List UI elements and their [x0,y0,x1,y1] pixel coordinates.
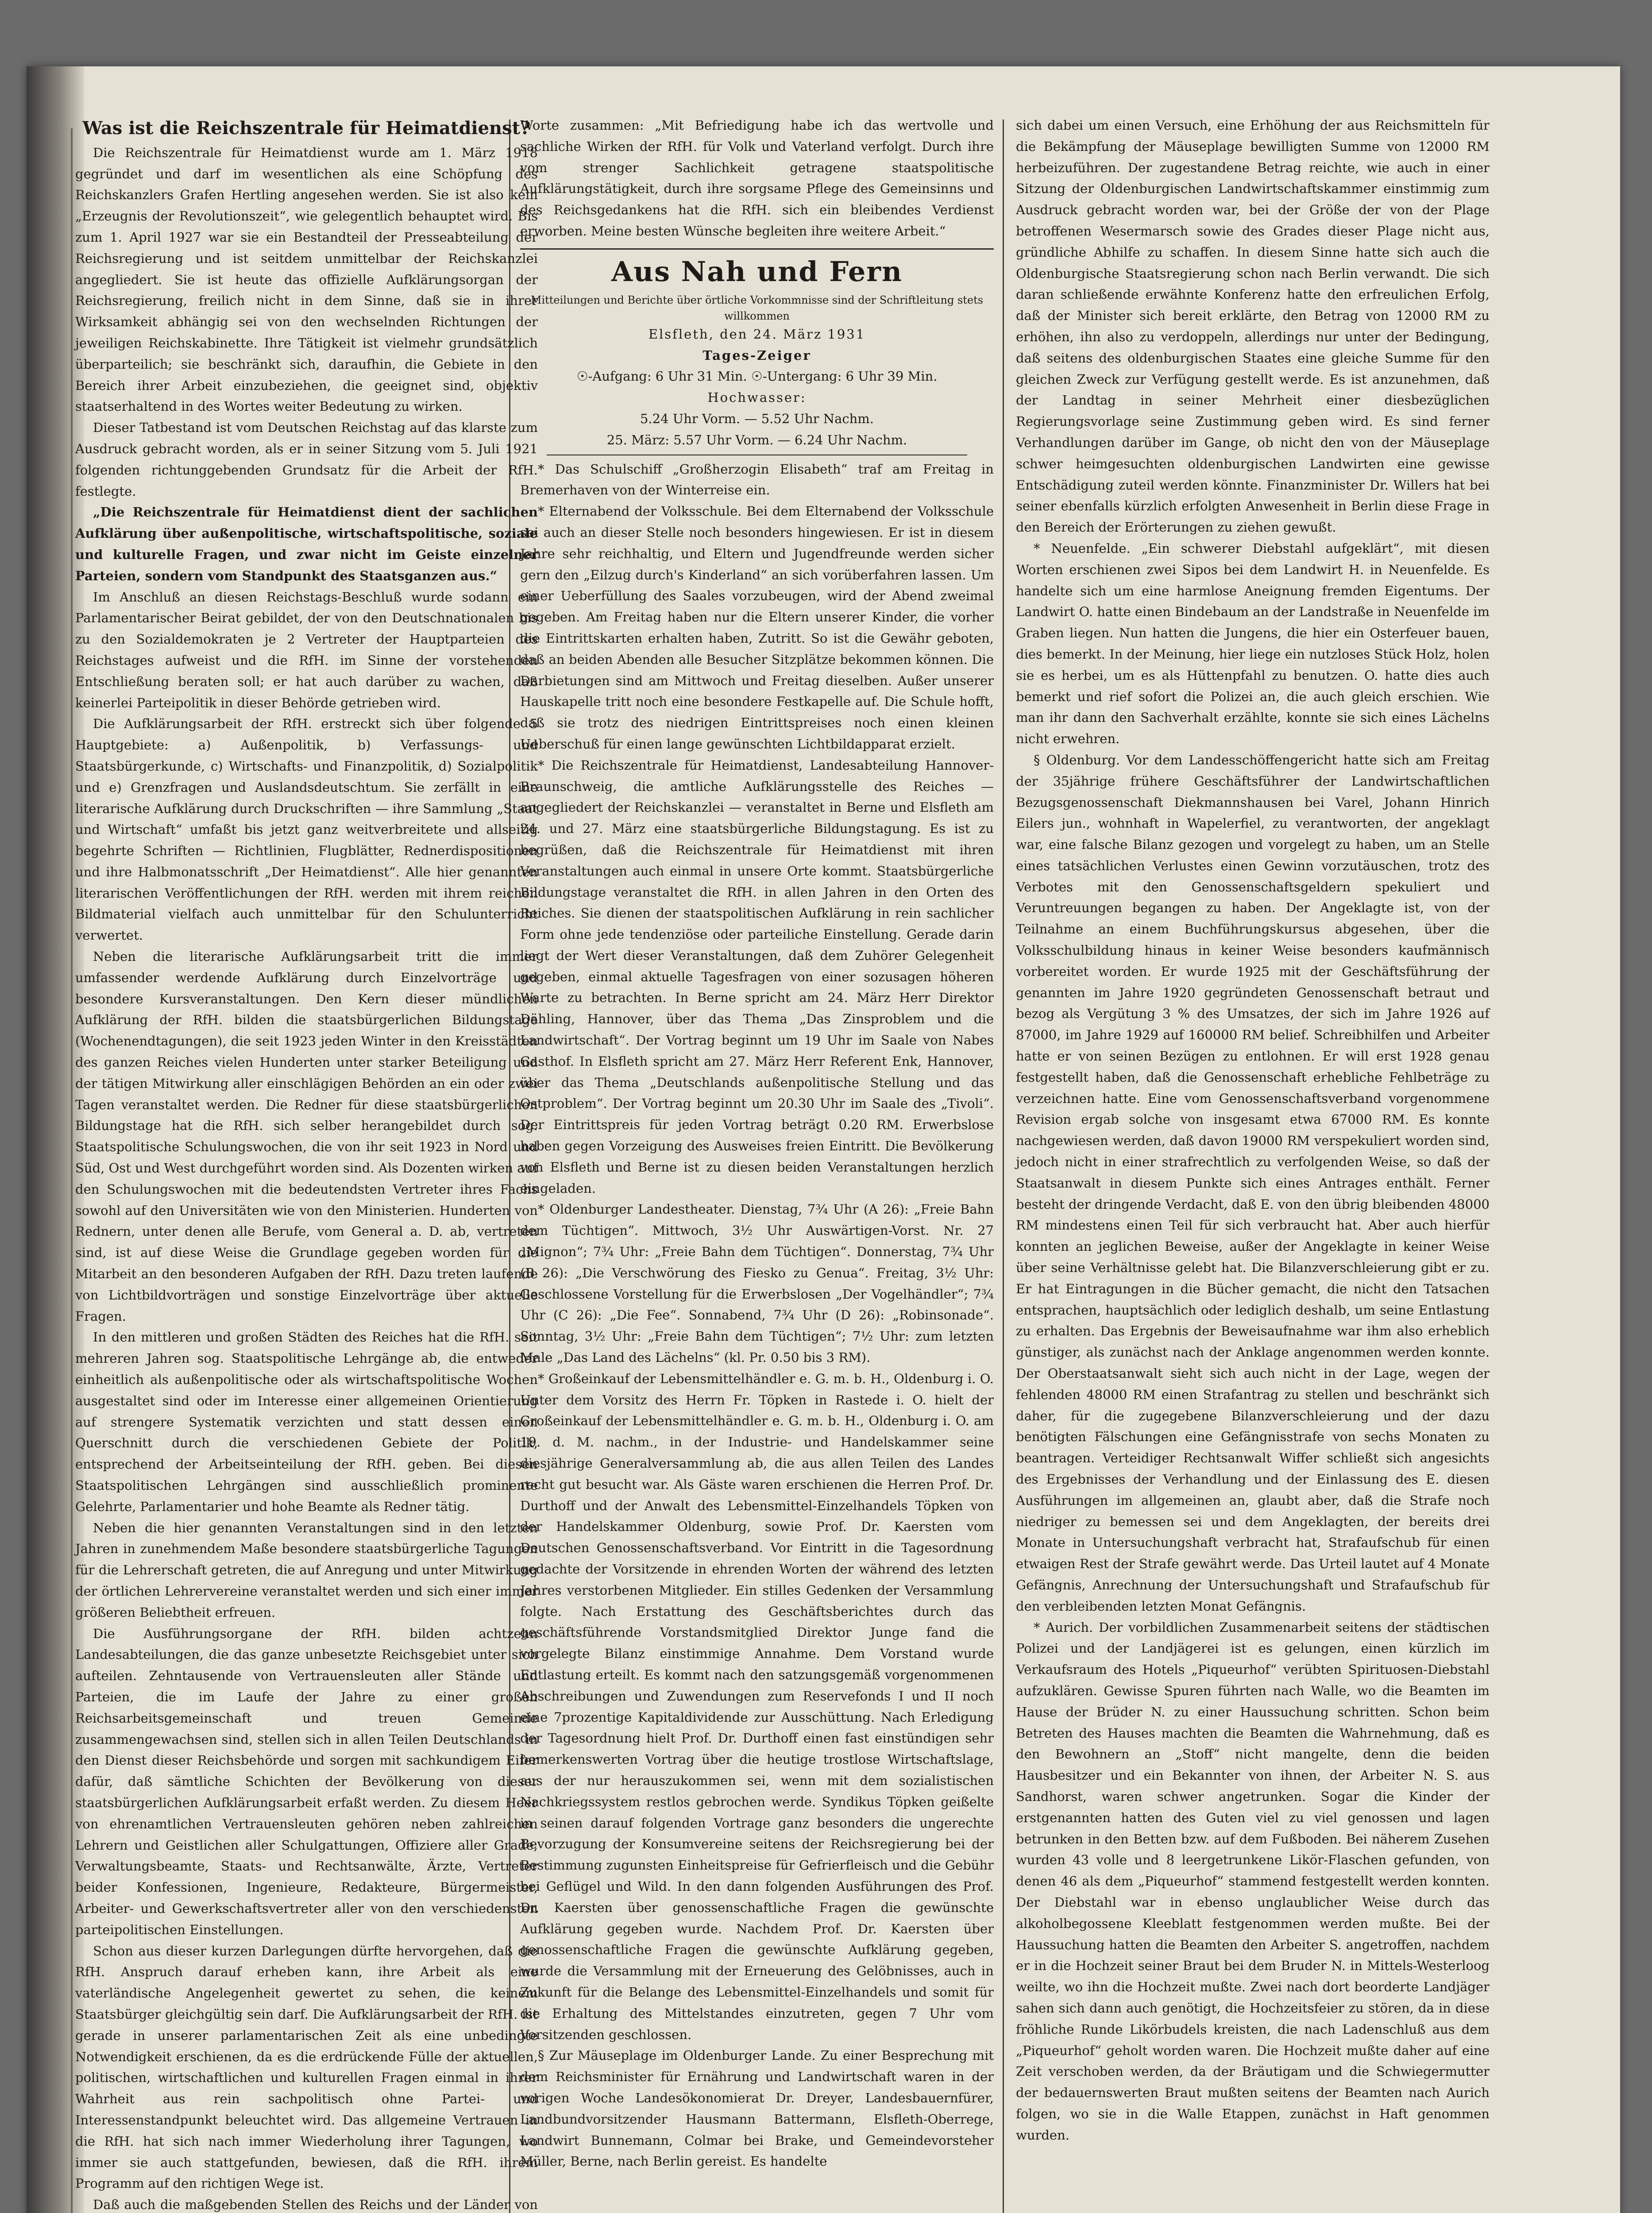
paragraph: § Oldenburg. Vor dem Landesschöffengericht hatte sich am Freitag der 35jährige frühere Geschäftsführer der Landwirtschaftlichen Bezugsgenossenschaft Diekmannshausen bei Varel, Johann Hinrich Eilers jun., wohnhaft in Wapelerfiel, zu verantworten, der angeklagt war, eine falsche Bilanz gezogen und vorgelegt zu haben, um an Stelle eines tatsächlichen Verlustes einen Gewinn vorzutäuschen, trotz des Verbotes mit den Genossenschaftsgeldern spekuliert und Veruntreuungen begangen zu haben. Der Angeklagte ist, von der Teilnahme an einem Buchführungskursus abgesehen, über die Volksschulbildung hinaus in keiner Weise besonders kaufmännisch vorbereitet worden. Er wurde 1925 mit der Geschäftsführung der genannten im Jahre 1920 gegründeten Genossenschaft betraut und bezog als Vergütung 3 % des Umsatzes, der sich im Jahre 1926 auf 87000, im Jahre 1929 auf 160000 RM belief. Schreibhilfen und Arbeiter hatte er von seinen Bezügen zu entlohnen. Er will erst 1928 genau festgestellt haben, daß die Genossenschaft erhebliche Fehlbeträge zu verzeichnen hatte. Eine vom Genossenschaftsverband vorgenommene Revision ergab solche von insgesamt etwa 67000 RM. Es konnte nachgewiesen werden, daß davon 19000 RM verspekuliert worden sind, jedoch nicht in einer strafrechtlich zu verfolgenden Weise, so daß der Staatsanwalt in diesem Punkte sich eines Antrages enthält. Ferner besteht der dringende Verdacht, daß E. von den übrig bleibenden 48000 RM mindestens einen Teil für sich verbraucht hat. Aber auch hierfür konnten an jeglichen Beweise, außer der Angeklagte in keiner Weise über seine Verhältnisse gelebt hat. Die Bilanzverschleierung gibt er zu. Er hat Eintragungen in die Bücher gemacht, die nicht den Tatsachen entsprachen, hauptsächlich oder lediglich deshalb, um seine Entlastung zu erhalten. Das Ergebnis der Beweisaufnahme war ihm also erheblich günstiger, als zunächst nach der Anklage angenommen werden konnte. Der Oberstaatsanwalt sieht sich auch nicht in der Lage, wegen der fehlenden 48000 RM einen Strafantrag zu stellen und beschränkt sich daher, für die zugegebene Bilanzverschleierung und der dazu benötigten Fälschungen eine Gefängnisstrafe von sechs Monaten zu beantragen. Verteidiger Rechtsanwalt Wiffer schließt sich angesichts des Ergebnisses der Verhandlung und der Einlassung des E. diesen Ausführungen im allgemeinen an, glaubt aber, daß die Strafe noch niedriger zu bemessen sei und dem Angeklagten, der bereits drei Monate in Untersuchungshaft verbracht hat, Strafaufschub für einen etwaigen Rest der Strafe gewährt werde. Das Urteil lautet auf 4 Monate Gefängnis, Anrechnung der Untersuchungshaft und Strafaufschub für den verbleibenden letzten Monat Gefängnis. [1016,752,1490,1614]
paragraph: * Aurich. Der vorbildlichen Zusammenarbeit seitens der städtischen Polizei und der Landjägerei ist es gelungen, einen kürzlich im Verkaufsraum des Hotels „Piqueurhof“ verübten Spirituosen-Diebstahl aufzuklären. Gewisse Spuren führten nach Walle, wo die Beamten im Hause der Brüder N. zu einer Haussuchung schritten. Schon beim Betreten des Hauses machten die Beamten die Wahrnehmung, daß es den Bewohnern an „Stoff“ nicht mangelte, denn die beiden Hausbesitzer und ein Bekannter von ihnen, der Arbeiter N. S. aus Sandhorst, waren schwer angetrunken. Sogar die Kinder der erstgenannten hatten des Guten viel zu viel genossen und lagen betrunken in den Betten bzw. auf dem Fußboden. Bei näherem Zusehen wurden 43 volle und 8 leergetrunkene Likör-Flaschen gefunden, von denen 46 als dem „Piqueurhof“ stammend festgestellt werden konnten. Der Diebstahl war in ebenso unglaublicher Weise durch das alkoholbegossene Kleeblatt festgenommen werden mußte. Bei der Haussuchung hatten die Beamten den Arbeiter S. angetroffen, nachdem er in die Hochzeit seiner Braut bei dem Bruder N. in Mittels-Westerloog weilte, wo ihn die Hochzeit mußte. Zwei nach dort beorderte Landjäger sahen sich dann auch genötigt, die Hochzeitsfeier zu stören, da in diese fröhliche Runde Likörbudels kreisten, die nach Ladenschluß aus dem „Piqueurhof“ geholt worden waren. Die Hochzeit mußte daher auf eine Zeit verschoben werden, da der Bräutigam und die Schwiegermutter der bedauernswerten Braut mußten seitens der Beamten nach Aurich folgen, wo sie in die Walle Etappen, zunächst in Haft genommen wurden. [1016,1619,1490,2143]
paragraph: Schon aus dieser kurzen Darlegungen dürfte hervorgehen, daß die RfH. Anspruch darauf erheben kann, ihre Arbeit als eine vaterländische Angelegenheit gewertet zu sehen, die keinem Staatsbürger gleichgültig sein darf. Die Aufklärungsarbeit der RfH. ist gerade in unserer parlamentarischen Zeit als eine unbedingte Notwendigkeit erschienen, da es die erdrückende Fülle der aktuellen, politischen, wirtschaftlichen und kulturellen Fragen einmal in ihrer Wahrheit aus rein sachpolitisch ohne Partei- und Interessenstandpunkt beleuchtet wird. Das allgemeine Vertrauen in die RfH. hat sich nach immer Wiederholung ihrer Tagungen, wo immer sie auch stattgefunden, bewiesen, daß die RfH. ihrem Programm auf den richtigen Wege ist. [75,1943,538,2191]
dateline: Elsfleth, den 24. März 1931 [648,326,866,342]
paragraph: * Oldenburger Landestheater. Dienstag, 7¾ Uhr (A 26): „Freie Bahn dem Tüchtigen“. Mittwoch, 3½ Uhr Auswärtigen-Vorst. Nr. 27 „Mignon“; 7¾ Uhr: „Freie Bahn dem Tüchtigen“. Donnerstag, 7¾ Uhr (B 26): „Die Verschwörung des Fiesko zu Genua“. Freitag, 3½ Uhr: Geschlossene Vorstellung für die Erwerbslosen „Der Vogelhändler“; 7¾ Uhr (C 26): „Die Fee“. Sonnabend, 7¾ Uhr (D 26): „Robinsonade“. Sonntag, 3½ Uhr: „Freie Bahn dem Tüchtigen“; 7½ Uhr: zum letzten Male „Das Land des Lächelns“ (kl. Pr. 0.50 bis 3 RM). [520,1202,994,1365]
paragraph: * Die Reichszentrale für Heimatdienst, Landesabteilung Hannover-Braunschweig, die amtliche Aufklärungsstelle des Reiches — angegliedert der Reichskanzlei — veranstaltet in Berne und Elsfleth am 24. und 27. März eine staatsbürgerliche Bildungstagung. Es ist zu begrüßen, daß die Reichszentrale für Heimatdienst mit ihren Veranstaltungen auch einmal in unsere Orte kommt. Staatsbürgerliche Bildungstage veranstaltet die RfH. in allen Jahren in den Orten des Reiches. Sie dienen der staatspolitischen Aufklärung in rein sachlicher Form ohne jede tendenziöse oder parteiliche Einstellung. Gerade darin liegt der Wert dieser Veranstaltungen, daß dem Zuhörer Gelegenheit gegeben, einmal aktuelle Tagesfragen von einer sozusagen höheren Warte zu betrachten. In Berne spricht am 24. März Herr Direktor Dähling, Hannover, über das Thema „Das Zinsproblem und die Landwirtschaft“. Der Vortrag beginnt um 19 Uhr im Saale von Nabes Gasthof. In Elsfleth spricht am 27. März Herr Referent Enk, Hannover, über das Thema „Deutschlands außenpolitische Stellung und das Ostproblem“. Der Vortrag beginnt um 20.30 Uhr im Saale des „Tivoli“. Der Eintrittspreis für jeden Vortrag beträgt 0.20 RM. Erwerbslose haben gegen Vorzeigung des Ausweises freien Eintritt. Die Bevölkerung von Elsfleth und Berne ist zu diesen beiden Veranstaltungen herzlich eingeladen. [520,757,994,1196]
paragraph: Im Anschluß an diesen Reichstags-Beschluß wurde sodann ein Parlamentarischer Beirat gebildet, der von den Deutschnationalen bis zu den Sozialdemokraten je 2 Vertreter der Hauptparteien des Reichstages aufweist und die RfH. im Sinne der vorstehenden Entschließung beraten soll; er hat auch darüber zu wachen, daß keinerlei Parteipolitik in dieser Behörde getrieben wird. [75,589,538,710]
paragraph: Die Ausführungsorgane der RfH. bilden achtzehn Landesabteilungen, die das ganze unbesetzte Reichsgebiet unter sich aufteilen. Zehntausende von Vertrauensleuten aller Stände und Parteien, die im Laufe der Jahre zu einer großen Reichsarbeitsgemeinschaft und treuen Gemeinde zusammengewachsen sind, stellen sich in allen Teilen Deutschlands in den Dienst dieser Reichsbehörde und sorgen mit sachkundigem Eifer dafür, daß sämtliche Schichten der Bevölkerung von dieser staatsbürgerlichen Aufklärungsarbeit erfaßt werden. Zu diesem Heer von ehrenamtlichen Vertrauensleuten gehören neben zahlreichen Lehrern und Geistlichen aller Schulgattungen, Offiziere aller Grade, Verwaltungsbeamte, Staats- und Rechtsanwälte, Ärzte, Vertreter beider Konfessionen, Ingenieure, Redakteure, Bürgermeister, Arbeiter- und Gewerkschaftsvertreter aller von den verschiedensten parteipolitischen Einstellungen. [75,1626,538,1937]
newspaper-page [27,66,1620,2213]
paragraph: In den mittleren und großen Städten des Reiches hat die RfH. seit mehreren Jahren sog. Staatspolitische Lehrgänge ab, die entweder einheitlich als außenpolitische oder als wirtschaftspolitische Wochen ausgestaltet sind oder im Interesse einer allgemeinen Orientierung auf strengere Systematik verzichten und statt dessen einen Querschnitt durch die verschiedenen Gebiete der Politik, entsprechend der Arbeitseinteilung der RfH. geben. Bei diesen Staatspolitischen Lehrgängen sind ausschließlich prominente Gelehrte, Parlamentarier und hohe Beamte als Redner tätig. [75,1330,538,1514]
section-title: Aus Nah und Fern [611,255,903,288]
hochwasser-title: Hochwasser: [707,390,807,405]
paragraph: § Zur Mäuseplage im Oldenburger Lande. Zu einer Besprechung mit dem Reichsminister für Ernährung und Landwirtschaft waren in der vorigen Woche Landesökonomierat Dr. Dreyer, Landesbauernfürer, Landbundvorsitzender Hausmann Battermann, Elsfleth-Oberrege, Landwirt Bunnemann, Colmar bei Brake, und Gemeindevorsteher Müller, Berne, nach Berlin gereist. Es handelte [520,2048,994,2169]
paragraph: Dieser Tatbestand ist vom Deutschen Reichstag auf das klarste zum Ausdruck gebracht worden, als er in seiner Sitzung vom 5. Juli 1921 folgenden richtunggebenden Grundsatz für die Arbeit der RfH. festlegte. [75,420,538,499]
column-left [75,115,538,2213]
paragraph: * Neuenfelde. „Ein schwerer Diebstahl aufgeklärt“, mit diesen Worten erschienen zwei Sipos bei dem Landwirt H. in Neuenfelde. Es handelte sich um eine harmlose Aneignung fremden Eigentums. Der Landwirt O. hatte einen Bindebaum an der Landstraße in Neuenfelde im Graben liegen. Nun hatten die Jungens, die hier ein Osterfeuer bauen, dies bemerkt. In der Meinung, hier liege ein nutzloses Stück Holz, holen sie es herbei, um es als Hüttenpfahl zu benutzen. O. hatte dies auch bemerkt und rief sofort die Polizei an, die auch gleich erschien. Wie man ihr dann den Sachverhalt erzählte, konnte sie sich eines Lächelns nicht erwehren. [1016,540,1490,747]
paragraph: * Großeinkauf der Lebensmittelhändler e. G. m. b. H., Oldenburg i. O. Unter dem Vorsitz des Herrn Fr. Töpken in Rastede i. O. hielt der Großeinkauf der Lebensmittelhändler e. G. m. b. H., Oldenburg i. O. am 19. d. M. nachm., in der Industrie- und Handelskammer seine diesjährige Generalversammlung ab, die aus allen Teilen des Landes recht gut besucht war. Als Gäste waren erschienen die Herren Prof. Dr. Durthoff und der Anwalt des Lebensmittel-Einzelhandels Töpken von der Handelskammer Oldenburg, sowie Prof. Dr. Kaersten vom Deutschen Genossenschaftsverband. Vor Eintritt in die Tagesordnung gedachte der Vorsitzende in ehrenden Worten der während des letzten Jahres verstorbenen Mitglieder. Ein stilles Gedenken der Versammlung folgte. Nach Erstattung des Geschäftsberichtes durch das geschäftsführende Vorstandsmitglied Direktor Junge fand die vorgelegte Bilanz einstimmige Annahme. Dem Vorstand wurde Entlastung erteilt. Es kommt nach den satzungsgemäß vorgenommenen Abschreibungen und Zuwendungen zum Reservefonds I und II noch eine 7prozentige Kapitaldividende zur Ausschüttung. Nach Erledigung der Tagesordnung hielt Prof. Dr. Durthoff einen fast einstündigen sehr bemerkenswerten Vortrag über die heutige trostlose Wirtschaftslage, aus der nur herauszukommen sei, wenn mit dem sozialistischen Nachkriegssystem restlos gebrochen werde. Syndikus Töpken geißelte in seinen darauf folgenden Vortrage ganz besonders die ungerechte Bevorzugung der Konsumvereine seitens der Reichsregierung bei der Bestimmung zugunsten Einheitspreise für Gefrierfleisch und die Gebühr bei Geflügel und Wild. In den dann folgenden Ausführungen des Prof. Dr. Kaersten über genossenschaftliche Fragen die gewünschte Aufklärung gegeben wurde. Nachdem Prof. Dr. Kaersten über genossenschaftliche Fragen die gewünschte Aufklärung gegeben, wurde die Versammlung mit der Erneuerung des Gelöbnisses, auch in Zukunft für die Belange des Lebensmittel-Einzelhandels und somit für die Erhaltung des Mittelstandes einzutreten, gegen 7 Uhr vom Vorsitzenden geschlossen. [520,1371,994,2042]
sun-times: ☉-Aufgang: 6 Uhr 31 Min. ☉-Untergang: 6 Uhr 39 Min. [576,369,938,384]
section-subtitle: Mitteilungen und Berichte über örtliche Vorkommnisse sind der Schriftleitung stets willkommen [530,293,984,322]
column-right [1016,115,1490,2146]
divider [520,248,994,250]
paragraph: Worte zusammen: „Mit Befriedigung habe ich das wertvolle und sachliche Wirken der RfH. für Volk und Vaterland verfolgt. Durch ihre vom strenger Sachlichkeit getragene staatspolitische Aufklärungstätigkeit, durch ihre sorgsame Pflege des Gemeinsinns und des Reichsgedankens hat die RfH. sich ein bleibendes Verdienst erworben. Meine besten Wünsche begleiten ihre weitere Arbeit.“ [520,118,994,239]
left-gutter [53,128,73,2213]
column-rule [1003,120,1004,2213]
paragraph: Neben die hier genannten Veranstaltungen sind in den letzten Jahren in zunehmendem Maße besondere staatsbürgerliche Tagungen für die Lehrerschaft getreten, die auf Anregung und unter Mitwirkung der örtlichen Lehrervereine veranstaltet werden und sich einer immer größeren Beliebtheit erfreuen. [75,1520,538,1620]
paragraph: * Elternabend der Volksschule. Bei dem Elternabend der Volksschule sei auch an dieser Stelle noch besonders hingewiesen. Er ist in diesem Jahre sehr reichhaltig, und Eltern und Jugendfreunde werden sicher gern den „Eilzug durch's Kinderland“ an sich vorüberfahren lassen. Um einer Ueberfüllung des Saales vorzubeugen, wird der Abend zweimal gegeben. Am Freitag haben nur die Eltern unserer Kinder, die vorher die Eintrittskarten erhalten haben, Zutritt. So ist die Gewähr geboten, daß an beiden Abenden alle Besucher Sitzplätze bekommen können. Die Darbietungen sind am Mittwoch und Freitag dieselben. Außer unserer Hauskapelle tritt noch eine besondere Festkapelle auf. Die Schule hofft, daß sie trotz des niedrigen Eintrittspreises noch einen kleinen Ueberschuß für einen lange gewünschten Lichtbildapparat erzielt. [520,504,994,752]
column-middle [520,115,994,2172]
paragraph: sich dabei um einen Versuch, eine Erhöhung der aus Reichsmitteln für die Bekämpfung der Mäuseplage bewilligten Summe von 12000 RM herbeizuführen. Der zugestandene Betrag reichte, wie auch in einer Sitzung der Oldenburgischen Landwirtschaftskammer einstimmig zum Ausdruck gebracht worden war, bei der Größe der von der Plage betroffenen Wesermarsch sowie des Grades dieser Plage nicht aus, gründliche Abhilfe zu schaffen. In diesem Sinne hatte sich auch die Oldenburgische Staatsregierung schon nach Berlin verwandt. Die sich daran schließende erwähnte Konferenz hatte den erfreulichen Erfolg, daß der Minister sich bereit erklärte, den Betrag von 12000 RM zu erhöhen, ihn also zu verdoppeln, allerdings nur unter der Bedingung, daß seitens des oldenburgischen Staates eine gleiche Summe für den gleichen Zweck zur Verfügung gestellt werde. Es ist anzunehmen, daß der Landtag in seiner Mehrheit einer diesbezüglichen Regierungsvorlage seine Zustimmung geben wird. Es sind ferner Verhandlungen darüber im Gange, ob nicht den von der Mäuseplage schwer heimgesuchten oldenburgischen Landwirten eine gewisse Entschädigung zuteil werden könnte. Finanzminister Dr. Willers hat bei seiner ebenfalls kürzlich erfolgten Anwesenheit in Berlin diese Frage in den Bereich der Erörterungen zu ziehen gewußt. [1016,118,1490,535]
tageszeiger-title: Tages-Zeiger [702,347,811,363]
paragraph: Die Reichszentrale für Heimatdienst wurde am 1. März 1918 gegründet und darf im wesentlichen als eine Schöpfung des Reichskanzlers Grafen Hertling angesehen werden. Sie ist also kein „Erzeugnis der Revolutionszeit“, wie gelegentlich behauptet wird. Bis zum 1. April 1927 war sie ein Bestandteil der Presseabteilung der Reichsregierung und ist seitdem unmittelbar der Reichskanzlei angegliedert. Sie ist heute das offizielle Aufklärungsorgan der Reichsregierung, freilich nicht in dem Sinne, daß sie in ihrer Wirksamkeit abhängig sei von den wechselnden Richtungen der jeweiligen Reichskabinette. Ihre Tätigkeit ist vielmehr grundsätzlich überparteilich; sie beschränkt sich, daraufhin, die Gebiete in den Bereich ihrer Arbeit einzubeziehen, die geeignet sind, objektiv staatserhaltend in des Wortes weiter Bedeutung zu wirken. [75,145,538,414]
hochwasser-line: 5.24 Uhr Vorm. — 5.52 Uhr Nachm. [640,411,874,426]
paragraph: Neben die literarische Aufklärungsarbeit tritt die immer umfassender werdende Aufklärung durch Einzelvorträge und besondere Kursveranstaltungen. Den Kern dieser mündlichen Aufklärung der RfH. bilden die staatsbürgerlichen Bildungstage (Wochenendtagungen), die seit 1923 jeden Winter in den Kreisstädten des ganzen Reiches vielen Hunderten unter starker Beteiligung und der tätigen Mitwirkung aller einschlägigen Behörden an ein oder zwei Tagen veranstaltet werden. Die Redner für diese staatsbürgerlichen Bildungstage hat die RfH. sich selber herangebildet durch sog. Staatspolitische Schulungswochen, die von ihr seit 1923 in Nord und Süd, Ost und West durchgeführt worden sind. Als Dozenten wirken auf den Schulungswochen mit die bedeutendsten Vertreter ihres Fachs sowohl auf den Universitäten wie von den Ministerien. Hunderten von Rednern, unter denen alle Berufe, vom General a. D. ab, vertreten sind, ist auf diese Weise die Grundlage gegeben worden für die Mitarbeit an den besonderen Aufgaben der RfH. Dazu treten laufende von Lichtbildvorträgen und sonstige Einzelvorträge über aktuelle Fragen. [75,949,538,1324]
hochwasser-line: 25. März: 5.57 Uhr Vorm. — 6.24 Uhr Nachm. [606,432,907,447]
paragraph: Daß auch die maßgebenden Stellen des Reichs und der Länder von [93,2197,538,2213]
paragraph: Die Aufklärungsarbeit der RfH. erstreckt sich über folgende 5 Hauptgebiete: a) Außenpolitik, b) Verfassungs- und Staatsbürgerkunde, c) Wirtschafts- und Finanzpolitik, d) Sozialpolitik und e) Grenzfragen und Auslandsdeutschtum. Sie zerfällt in eine literarische Aufklärung durch Druckschriften — ihre Sammlung „Staat und Wirtschaft“ umfaßt bis jetzt ganz weitverbreitete und allseitig begehrte Schriften — Richtlinien, Flugblätter, Rednerdispositionen und ihre Halbmonatsschrift „Der Heimatdienst“. Alle hier genannten literarischen Veröffentlichungen der RfH. werden mit ihrem reichen Bildmaterial vielfach auch unmittelbar für den Schulunterricht verwertet. [75,716,538,943]
article-heading: Was ist die Reichszentrale für Heimatdienst? [82,118,531,139]
paragraph-quote: „Die Reichszentrale für Heimatdienst dient der sachlichen Aufklärung über außenpolitische, wirtschaftspolitische, soziale und kulturelle Fragen, und zwar nicht im Geiste einzelner Parteien, sondern vom Standpunkt des Staatsganzen aus.“ [75,505,538,583]
paragraph: * Das Schulschiff „Großherzogin Elisabeth“ traf am Freitag in Bremerhaven von der Winterreise ein. [520,461,994,498]
